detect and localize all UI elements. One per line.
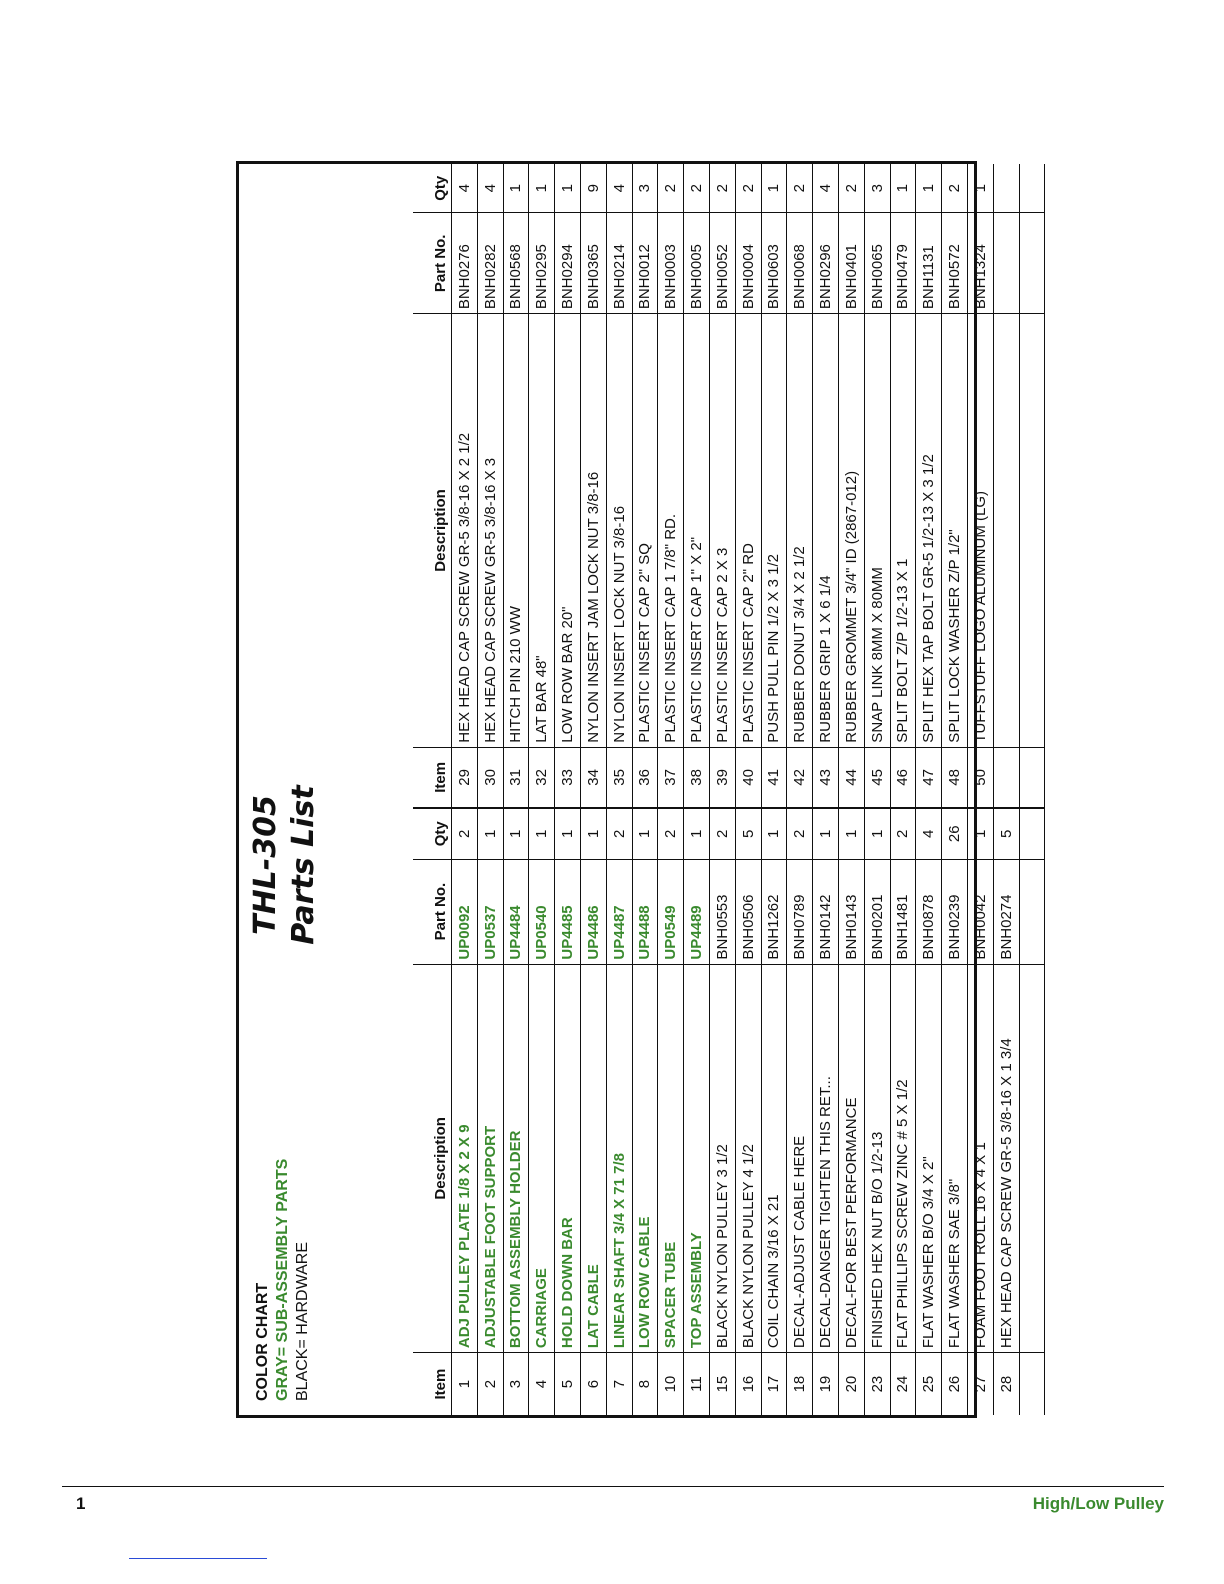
cell-item: 38 xyxy=(684,747,710,807)
table-row xyxy=(555,808,581,1415)
table-row xyxy=(503,164,529,807)
cell-item: 31 xyxy=(503,747,529,807)
cell-description: SNAP LINK 8MM X 80MM xyxy=(864,314,890,748)
cell-part-no: UP4486 xyxy=(580,859,606,964)
cell-part-no: UP0540 xyxy=(529,859,555,964)
page-number: 1 xyxy=(76,1494,86,1513)
cell-description: PLASTIC INSERT CAP 2" RD xyxy=(735,314,761,748)
table-row xyxy=(1019,164,1045,807)
cell-description: NYLON INSERT LOCK NUT 3/8-16 xyxy=(606,314,632,748)
parts-list-title: Parts List xyxy=(286,785,321,945)
cell-part-no: BNH1262 xyxy=(761,859,787,964)
cell-part-no: BNH0295 xyxy=(529,213,555,314)
cell-description: SPLIT LOCK WASHER Z/P 1/2" xyxy=(942,314,968,748)
header-item: Item xyxy=(413,747,452,807)
cell-part-no: UP4487 xyxy=(606,859,632,964)
table-row xyxy=(529,164,555,807)
cell-description: PLASTIC INSERT CAP 2" SQ xyxy=(632,314,658,748)
cell-part-no: BNH0052 xyxy=(709,213,735,314)
cell-item: 44 xyxy=(838,747,864,807)
cell-qty: 26 xyxy=(942,808,968,859)
table-row xyxy=(580,164,606,807)
cell-description: NYLON INSERT JAM LOCK NUT 3/8-16 xyxy=(580,314,606,748)
cell-item: 41 xyxy=(761,747,787,807)
cell-description: LINEAR SHAFT 3/4 X 71 7/8 xyxy=(606,964,632,1353)
cell-description: RUBBER GROMMET 3/4" ID (2867-012) xyxy=(838,314,864,748)
table-row xyxy=(555,164,581,807)
cell-description: FLAT WASHER SAE 3/8" xyxy=(942,964,968,1353)
rotated-parts-sheet xyxy=(236,161,1015,1418)
cell-description: PLASTIC INSERT CAP 1 7/8" RD. xyxy=(658,314,684,748)
cell-qty: 1 xyxy=(967,808,993,859)
cell-qty: 9 xyxy=(580,164,606,213)
cell-qty: 1 xyxy=(916,164,942,213)
cell-part-no: BNH0142 xyxy=(813,859,839,964)
table-row xyxy=(942,164,968,807)
cell-item: 25 xyxy=(916,1353,942,1415)
cell-item: 1 xyxy=(452,1353,478,1415)
cell-item: 3 xyxy=(503,1353,529,1415)
header-part-no: Part No. xyxy=(413,859,452,964)
cell-part-no: BNH0239 xyxy=(942,859,968,964)
cell-item: 32 xyxy=(529,747,555,807)
table-row xyxy=(993,808,1019,1415)
table-row xyxy=(1019,808,1045,1415)
cell-item: 2 xyxy=(477,1353,503,1415)
cell-item: 17 xyxy=(761,1353,787,1415)
cell-qty: 1 xyxy=(761,808,787,859)
table-row xyxy=(761,164,787,807)
cell-qty: 3 xyxy=(864,164,890,213)
cell-item: 34 xyxy=(580,747,606,807)
cell-part-no: BNH0401 xyxy=(838,213,864,314)
cell-part-no: BNH0276 xyxy=(452,213,478,314)
cell-part-no: BNH0042 xyxy=(967,859,993,964)
cell-part-no: BNH0789 xyxy=(787,859,813,964)
model-title: THL-305 xyxy=(248,795,283,935)
cell-part-no: BNH0004 xyxy=(735,213,761,314)
parts-table-right xyxy=(413,164,1045,807)
cell-item: 10 xyxy=(658,1353,684,1415)
cell-part-no: BNH1131 xyxy=(916,213,942,314)
cell-qty xyxy=(993,164,1019,213)
cell-part-no: UP4484 xyxy=(503,859,529,964)
cell-qty: 1 xyxy=(813,808,839,859)
link-underline xyxy=(129,1558,267,1559)
cell-qty: 4 xyxy=(452,164,478,213)
cell-qty: 1 xyxy=(555,164,581,213)
table-row xyxy=(658,164,684,807)
cell-part-no: BNH0568 xyxy=(503,213,529,314)
cell-part-no: BNH1481 xyxy=(890,859,916,964)
cell-qty: 1 xyxy=(684,808,710,859)
cell-qty: 1 xyxy=(503,808,529,859)
table-row xyxy=(890,164,916,807)
table-row xyxy=(787,808,813,1415)
cell-item: 28 xyxy=(993,1353,1019,1415)
cell-item: 20 xyxy=(838,1353,864,1415)
cell-description: BOTTOM ASSEMBLY HOLDER xyxy=(503,964,529,1353)
cell-part-no: UP4489 xyxy=(684,859,710,964)
header-description: Description xyxy=(413,964,452,1353)
cell-qty: 1 xyxy=(967,164,993,213)
cell-item: 48 xyxy=(942,747,968,807)
cell-qty: 1 xyxy=(555,808,581,859)
table-row xyxy=(761,808,787,1415)
cell-item: 42 xyxy=(787,747,813,807)
header-item: Item xyxy=(413,1353,452,1415)
cell-item: 45 xyxy=(864,747,890,807)
cell-part-no: UP0549 xyxy=(658,859,684,964)
cell-part-no: BNH0572 xyxy=(942,213,968,314)
cell-description: HEX HEAD CAP SCREW GR-5 3/8-16 X 2 1/2 xyxy=(452,314,478,748)
cell-part-no: BNH0214 xyxy=(606,213,632,314)
cell-part-no: BNH0282 xyxy=(477,213,503,314)
cell-item: 19 xyxy=(813,1353,839,1415)
cell-qty: 2 xyxy=(942,164,968,213)
cell-description: DECAL-FOR BEST PERFORMANCE xyxy=(838,964,864,1353)
cell-item: 24 xyxy=(890,1353,916,1415)
cell-description: FINISHED HEX NUT B/O 1/2-13 xyxy=(864,964,890,1353)
cell-description: SPACER TUBE xyxy=(658,964,684,1353)
cell-item: 37 xyxy=(658,747,684,807)
right-table-body xyxy=(452,164,1045,807)
cell-description: SPLIT BOLT Z/P 1/2-13 X 1 xyxy=(890,314,916,748)
cell-description: DECAL-DANGER TIGHTEN THIS RET... xyxy=(813,964,839,1353)
table-row xyxy=(967,164,993,807)
cell-part-no xyxy=(1019,859,1045,964)
cell-item: 33 xyxy=(555,747,581,807)
cell-qty: 4 xyxy=(813,164,839,213)
cell-description: BLACK NYLON PULLEY 3 1/2 xyxy=(709,964,735,1353)
cell-description: LAT CABLE xyxy=(580,964,606,1353)
cell-qty: 4 xyxy=(606,164,632,213)
cell-qty: 5 xyxy=(993,808,1019,859)
cell-item: 39 xyxy=(709,747,735,807)
cell-item: 40 xyxy=(735,747,761,807)
cell-description: DECAL-ADJUST CABLE HERE xyxy=(787,964,813,1353)
cell-qty: 2 xyxy=(709,164,735,213)
cell-item: 29 xyxy=(452,747,478,807)
cell-description: HEX HEAD CAP SCREW GR-5 3/8-16 X 1 3/4 xyxy=(993,964,1019,1353)
cell-description: FOAM FOOT ROLL 16 X 4 X 1 xyxy=(967,964,993,1353)
table-row xyxy=(813,808,839,1415)
table-header-row xyxy=(413,164,452,807)
parts-table-left xyxy=(413,807,1045,1415)
cell-qty: 2 xyxy=(787,808,813,859)
cell-part-no: BNH0068 xyxy=(787,213,813,314)
cell-part-no: BNH0065 xyxy=(864,213,890,314)
cell-part-no: UP4488 xyxy=(632,859,658,964)
cell-part-no: BNH0005 xyxy=(684,213,710,314)
cell-qty: 2 xyxy=(658,164,684,213)
cell-description: LOW ROW BAR 20" xyxy=(555,314,581,748)
legend-title: COLOR CHART xyxy=(254,1282,271,1401)
table-row xyxy=(452,164,478,807)
sheet-title xyxy=(247,775,323,955)
cell-description xyxy=(1019,314,1045,748)
cell-part-no: BNH0012 xyxy=(632,213,658,314)
cell-qty: 2 xyxy=(787,164,813,213)
table-row xyxy=(580,808,606,1415)
table-row xyxy=(838,164,864,807)
cell-part-no: BNH0003 xyxy=(658,213,684,314)
cell-description: SPLIT HEX TAP BOLT GR-5 1/2-13 X 3 1/2 xyxy=(916,314,942,748)
table-row xyxy=(503,808,529,1415)
cell-qty: 1 xyxy=(632,808,658,859)
table-row xyxy=(916,164,942,807)
cell-item: 11 xyxy=(684,1353,710,1415)
cell-item: 43 xyxy=(813,747,839,807)
cell-part-no xyxy=(1019,213,1045,314)
cell-description: FLAT PHILLIPS SCREW ZINC # 5 X 1/2 xyxy=(890,964,916,1353)
table-row xyxy=(632,164,658,807)
cell-description: ADJUSTABLE FOOT SUPPORT xyxy=(477,964,503,1353)
cell-qty: 4 xyxy=(477,164,503,213)
table-row xyxy=(838,808,864,1415)
table-row xyxy=(529,808,555,1415)
cell-qty: 2 xyxy=(735,164,761,213)
cell-description: HOLD DOWN BAR xyxy=(555,964,581,1353)
cell-part-no: BNH0365 xyxy=(580,213,606,314)
cell-item: 18 xyxy=(787,1353,813,1415)
cell-qty: 1 xyxy=(529,164,555,213)
cell-qty: 3 xyxy=(632,164,658,213)
cell-item: 26 xyxy=(942,1353,968,1415)
cell-item: 50 xyxy=(967,747,993,807)
cell-item: 30 xyxy=(477,747,503,807)
cell-item: 23 xyxy=(864,1353,890,1415)
cell-item xyxy=(993,747,1019,807)
header-description: Description xyxy=(413,314,452,748)
cell-part-no: BNH0294 xyxy=(555,213,581,314)
cell-description: LOW ROW CABLE xyxy=(632,964,658,1353)
table-row xyxy=(658,808,684,1415)
cell-item: 47 xyxy=(916,747,942,807)
cell-part-no: BNH1324 xyxy=(967,213,993,314)
color-chart-legend xyxy=(253,1159,313,1401)
cell-description: TUFFSTUFF LOGO ALUMINUM (LG) xyxy=(967,314,993,748)
cell-description: TOP ASSEMBLY xyxy=(684,964,710,1353)
cell-part-no: BNH0143 xyxy=(838,859,864,964)
cell-description: HEX HEAD CAP SCREW GR-5 3/8-16 X 3 xyxy=(477,314,503,748)
table-row xyxy=(967,808,993,1415)
legend-black: BLACK= HARDWARE xyxy=(294,1242,311,1401)
cell-part-no: BNH0201 xyxy=(864,859,890,964)
cell-qty: 2 xyxy=(658,808,684,859)
footer-rule xyxy=(62,1486,1164,1487)
cell-part-no: BNH0296 xyxy=(813,213,839,314)
cell-description: RUBBER DONUT 3/4 X 2 1/2 xyxy=(787,314,813,748)
table-row xyxy=(477,164,503,807)
cell-item: 36 xyxy=(632,747,658,807)
cell-item: 7 xyxy=(606,1353,632,1415)
table-row xyxy=(787,164,813,807)
legend-gray: GRAY= SUB-ASSEMBLY PARTS xyxy=(274,1158,291,1401)
table-row xyxy=(606,808,632,1415)
table-row xyxy=(942,808,968,1415)
cell-qty: 2 xyxy=(452,808,478,859)
table-row xyxy=(709,164,735,807)
cell-part-no: BNH0553 xyxy=(709,859,735,964)
cell-qty: 2 xyxy=(838,164,864,213)
cell-qty: 2 xyxy=(606,808,632,859)
cell-part-no: BNH0479 xyxy=(890,213,916,314)
left-table-body xyxy=(452,808,1045,1415)
cell-qty: 1 xyxy=(761,164,787,213)
cell-part-no: UP0092 xyxy=(452,859,478,964)
cell-qty: 1 xyxy=(864,808,890,859)
cell-item: 27 xyxy=(967,1353,993,1415)
cell-item: 35 xyxy=(606,747,632,807)
table-row xyxy=(709,808,735,1415)
cell-description: RUBBER GRIP 1 X 6 1/4 xyxy=(813,314,839,748)
cell-qty: 4 xyxy=(916,808,942,859)
table-header-row xyxy=(413,808,452,1415)
cell-description: FLAT WASHER B/O 3/4 X 2" xyxy=(916,964,942,1353)
sheet-header xyxy=(239,164,413,1415)
cell-item xyxy=(1019,747,1045,807)
cell-item: 16 xyxy=(735,1353,761,1415)
cell-qty: 2 xyxy=(890,808,916,859)
table-row xyxy=(864,808,890,1415)
cell-qty xyxy=(1019,808,1045,859)
cell-description: PUSH PULL PIN 1/2 X 3 1/2 xyxy=(761,314,787,748)
footer-title: High/Low Pulley xyxy=(1032,1494,1164,1513)
cell-qty xyxy=(1019,164,1045,213)
cell-part-no: UP4485 xyxy=(555,859,581,964)
cell-item: 4 xyxy=(529,1353,555,1415)
cell-item: 6 xyxy=(580,1353,606,1415)
table-row xyxy=(452,808,478,1415)
cell-qty: 1 xyxy=(580,808,606,859)
cell-part-no: BNH0274 xyxy=(993,859,1019,964)
cell-description: LAT BAR 48" xyxy=(529,314,555,748)
cell-part-no: BNH0506 xyxy=(735,859,761,964)
cell-part-no xyxy=(993,213,1019,314)
cell-part-no: BNH0603 xyxy=(761,213,787,314)
table-row xyxy=(890,808,916,1415)
table-row xyxy=(684,808,710,1415)
table-row xyxy=(864,164,890,807)
cell-item: 46 xyxy=(890,747,916,807)
table-row xyxy=(735,164,761,807)
cell-qty: 1 xyxy=(529,808,555,859)
table-row xyxy=(632,808,658,1415)
cell-qty: 2 xyxy=(684,164,710,213)
cell-description: BLACK NYLON PULLEY 4 1/2 xyxy=(735,964,761,1353)
cell-item: 8 xyxy=(632,1353,658,1415)
header-qty: Qty xyxy=(413,164,452,213)
cell-qty: 1 xyxy=(890,164,916,213)
cell-description: ADJ PULLEY PLATE 1/8 X 2 X 9 xyxy=(452,964,478,1353)
header-qty: Qty xyxy=(413,808,452,859)
header-part-no: Part No. xyxy=(413,213,452,314)
cell-description: PLASTIC INSERT CAP 1" X 2" xyxy=(684,314,710,748)
cell-qty: 1 xyxy=(503,164,529,213)
cell-qty: 1 xyxy=(838,808,864,859)
cell-description: CARRIAGE xyxy=(529,964,555,1353)
table-row xyxy=(684,164,710,807)
table-row xyxy=(606,164,632,807)
table-row xyxy=(813,164,839,807)
cell-item: 15 xyxy=(709,1353,735,1415)
cell-description: COIL CHAIN 3/16 X 21 xyxy=(761,964,787,1353)
table-row xyxy=(735,808,761,1415)
cell-qty: 5 xyxy=(735,808,761,859)
parts-list-frame xyxy=(236,161,1015,1418)
cell-description xyxy=(993,314,1019,748)
cell-description: HITCH PIN 210 WW xyxy=(503,314,529,748)
cell-qty: 1 xyxy=(477,808,503,859)
table-row xyxy=(477,808,503,1415)
cell-part-no: UP0537 xyxy=(477,859,503,964)
table-row xyxy=(993,164,1019,807)
cell-part-no: BNH0878 xyxy=(916,859,942,964)
table-row xyxy=(916,808,942,1415)
cell-item xyxy=(1019,1353,1045,1415)
cell-item: 5 xyxy=(555,1353,581,1415)
cell-qty: 2 xyxy=(709,808,735,859)
cell-description: PLASTIC INSERT CAP 2 X 3 xyxy=(709,314,735,748)
cell-description xyxy=(1019,964,1045,1353)
